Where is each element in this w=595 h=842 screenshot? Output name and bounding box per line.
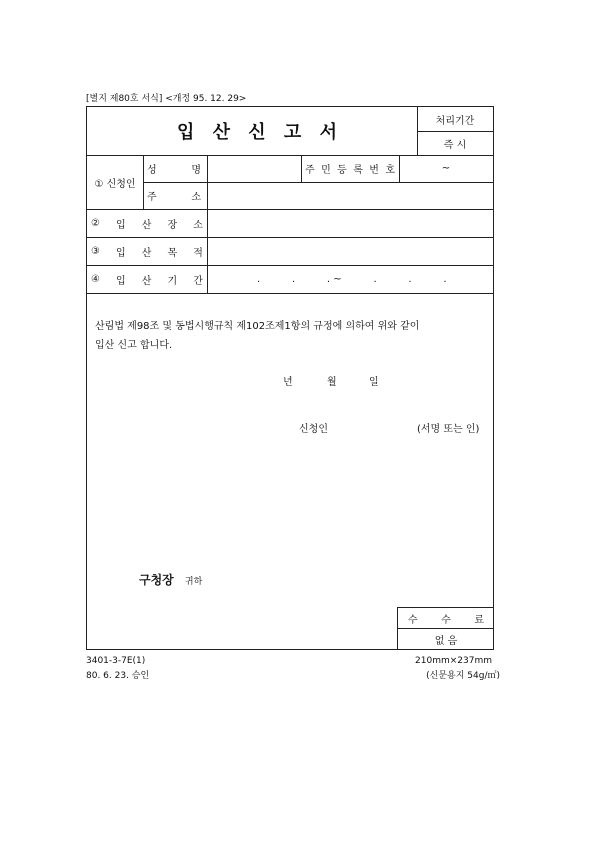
processing-value: 즉 시 xyxy=(443,139,467,151)
purpose-field[interactable] xyxy=(208,238,492,264)
report-form xyxy=(86,106,494,650)
period-label: ④ 입 산 기 간 xyxy=(91,273,203,287)
fee-value: 없 음 xyxy=(434,635,458,647)
rrn-field[interactable]: ~ xyxy=(441,163,451,174)
recipient xyxy=(139,569,202,588)
approval-date: 80. 6. 23. 승인 xyxy=(86,671,150,681)
date-year: 년 xyxy=(283,377,293,388)
paper-size: 210mm×237mm xyxy=(415,656,492,666)
paper-type: (신문용지 54g/㎡) xyxy=(426,671,500,681)
address-label: 주 소 xyxy=(147,192,201,203)
applicant-sign-label: 신청인 xyxy=(299,424,328,435)
page-title: 입 산 신 고 서 xyxy=(177,122,337,143)
rrn-label: 주 민 등 록 번 호 xyxy=(305,165,395,176)
date-day: 일 xyxy=(369,377,379,388)
address-field[interactable] xyxy=(208,183,492,208)
declaration-line-1: 산림법 제98조 및 동법시행규칙 제102조제1항의 규정에 의하여 위와 같이 xyxy=(95,321,420,332)
recipient-name: 구청장 xyxy=(139,573,174,587)
form-reference: [별지 제80호 서식] <개정 95. 12. 29> xyxy=(86,94,247,104)
applicant-label: ① 신청인 xyxy=(94,178,136,190)
period-field[interactable]: . . . ~ . . . xyxy=(257,273,447,285)
processing-label: 처리기간 xyxy=(435,115,475,127)
declaration-line-2: 입산 신고 합니다. xyxy=(95,340,173,351)
date-month: 월 xyxy=(327,377,337,388)
fee-box xyxy=(397,607,494,650)
form-code: 3401-3-7E(1) xyxy=(86,656,146,666)
purpose-label: ③ 입 산 목 적 xyxy=(91,245,203,259)
name-label: 성 명 xyxy=(147,165,201,176)
sign-hint: (서명 또는 인) xyxy=(417,424,480,435)
place-label: ② 입 산 장 소 xyxy=(91,217,203,231)
place-field[interactable] xyxy=(208,210,492,236)
recipient-suffix: 귀하 xyxy=(184,577,203,587)
fee-label: 수 수 료 xyxy=(408,614,484,626)
name-field[interactable] xyxy=(208,156,300,181)
declaration-text xyxy=(95,317,485,355)
